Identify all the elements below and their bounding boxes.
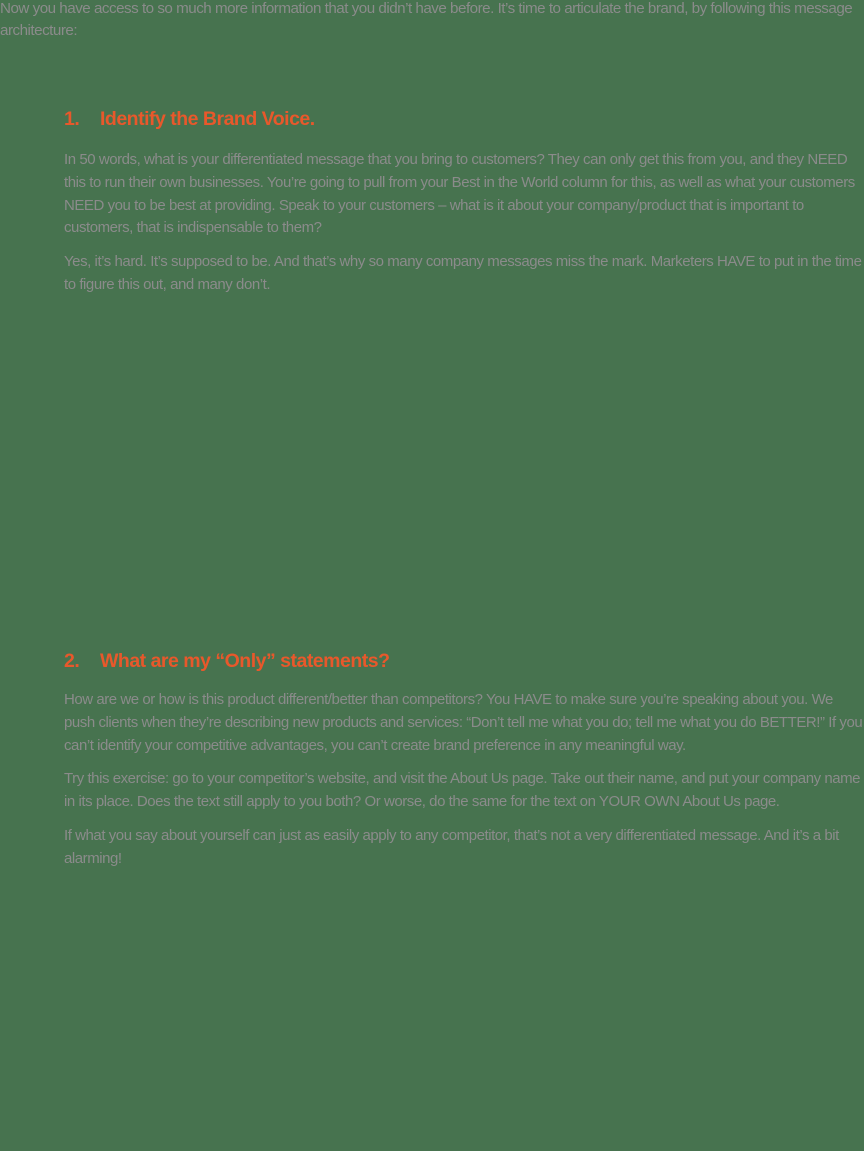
- intro-paragraph: Now you have access to so much more information that you didn’t have before. It’s time to articulate the brand, by following this message architecture:: [0, 0, 853, 39]
- section-paragraph: How are we or how is this product different/better than competitors? You HAVE to make sure you’re speaking about you. We push clients when they’re describing new products and services: “Don’t tell me what you do; tell me what you do BETTER!” If you can’t identify your competitive advantages, you can’t create brand preference in any meaningful way.: [64, 691, 863, 754]
- section-paragraph: In 50 words, what is your differentiated message that you bring to customers? They can only get this from you, and they NEED this to run their own businesses. You’re going to pull from your Best in the World column for this, as well as what your customers NEED you to be best at providing. Speak to your customers – what is it about your company/product that is important to customers, that is indispensable to them?: [64, 151, 855, 237]
- section-number: 1.: [64, 108, 80, 130]
- section-heading: [64, 106, 864, 132]
- section-brand-voice: [64, 106, 864, 297]
- section-title: Identify the Brand Voice.: [100, 108, 315, 130]
- section-number: 2.: [64, 650, 80, 672]
- section-paragraph: Try this exercise: go to your competitor’s website, and visit the About Us page. Take out their name, and put your company name in its place. Does the text still apply to you both? Or worse, do the same for the text on YOUR OWN About Us page.: [64, 770, 861, 811]
- section-paragraph: Yes, it’s hard. It’s supposed to be. And that’s why so many company messages miss the mark. Marketers HAVE to put in the time to figure this out, and many don’t.: [64, 253, 862, 293]
- section-heading: [64, 648, 864, 674]
- section-paragraph: If what you say about yourself can just as easily apply to any competitor, that’s not a very differentiated message. And it’s a bit alarming!: [64, 826, 839, 867]
- section-title: What are my “Only” statements?: [100, 650, 390, 672]
- section-only-statements: [64, 648, 864, 871]
